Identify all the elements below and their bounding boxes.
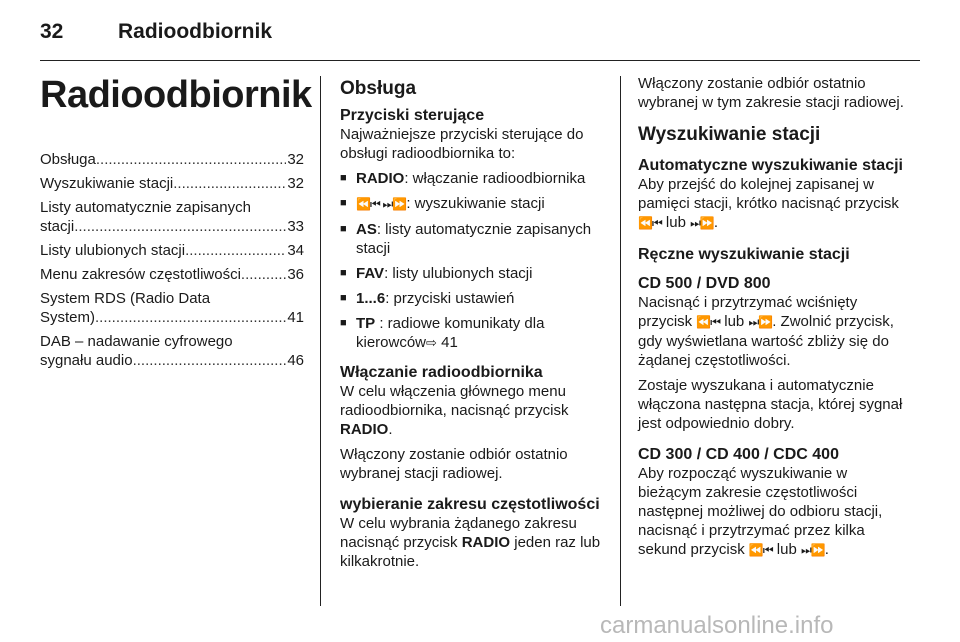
heading-reczne: Ręczne wyszukiwanie stacji xyxy=(638,246,850,263)
toc-item-obsluga[interactable]: Obsługa ..... 32 xyxy=(40,150,304,169)
seek-forward-icon: ⏭⏩ xyxy=(800,543,825,557)
header-rule xyxy=(40,60,920,61)
auto-paragraph: Aby przejść do kolejnej zapisanej w pamięci stacji, krótko nacisnąć przycisk ⏪⏮ lub ⏭⏩. xyxy=(638,176,899,231)
seek-forward-icon: ⏭⏩ xyxy=(748,315,773,329)
heading-obsluga: Obsługa xyxy=(340,78,417,99)
page-header xyxy=(40,20,272,44)
table-of-contents xyxy=(40,150,304,370)
wlaczony-paragraph: Włączony zostanie odbiór ostatnio wybranej stacji radiowej. xyxy=(340,446,568,482)
intro-paragraph: Najważniejsze przyciski sterujące do obsługi radioodbiornika to: xyxy=(340,126,584,162)
running-head: Radioodbiornik xyxy=(118,20,272,43)
heading-cd500: CD 500 / DVD 800 xyxy=(638,275,771,292)
list-item: ■ FAV: listy ulubionych stacji xyxy=(340,264,604,283)
column-toc xyxy=(40,74,312,375)
zostaje-paragraph: Zostaje wyszukana i automatycznie włączona następna stacja, której sygnał jest odpowiednio dobry. xyxy=(638,377,903,432)
toc-item-menu-zakresow[interactable]: Menu zakresów częstotliwości ..... 36 xyxy=(40,265,304,284)
page-ref[interactable]: 41 xyxy=(441,334,458,351)
toc-item-rds[interactable]: System RDS (Radio Data System) ..... 41 xyxy=(40,289,304,327)
heading-wlaczanie: Włączanie radioodbiornika xyxy=(340,364,543,381)
top-paragraph: Włączony zostanie odbiór ostatnio wybranej w tym zakresie stacji radiowej. xyxy=(638,75,904,111)
toc-item-listy-ulubione[interactable]: Listy ulubionych stacji ..... 34 xyxy=(40,241,304,260)
column-divider-2 xyxy=(620,76,621,606)
heading-przyciski: Przyciski sterujące xyxy=(340,107,485,124)
wlaczanie-paragraph: W celu włączenia głównego menu radioodbiornika, nacisnąć przycisk RADIO. xyxy=(340,383,569,438)
list-item: ■ 1...6: przyciski ustawień xyxy=(340,289,604,308)
cd500-paragraph: Nacisnąć i przytrzymać wciśnięty przycisk ⏪⏮ lub ⏭⏩. Zwolnić przycisk, gdy wyświetlana wartość zbliży się do żądanej częstotliwości. xyxy=(638,294,894,369)
list-item: ■ TP : radiowe komunikaty dla kierowców⇨ 41 xyxy=(340,314,604,353)
page-ref-arrow-icon: ⇨ xyxy=(426,336,437,351)
seek-back-icon: ⏪⏮ xyxy=(696,315,721,329)
list-item: ■ ⏪⏮ ⏭⏩: wyszukiwanie stacji xyxy=(340,194,604,214)
heading-cd300: CD 300 / CD 400 / CDC 400 xyxy=(638,446,839,463)
toc-item-dab[interactable]: DAB – nadawanie cyfrowego sygnału audio ..... 46 xyxy=(40,332,304,370)
chapter-title: Radioodbiornik xyxy=(40,74,312,116)
heading-wyszukiwanie: Wyszukiwanie stacji xyxy=(638,124,821,145)
page-number: 32 xyxy=(40,20,64,43)
watermark: carmanualsonline.info xyxy=(600,612,834,639)
zakres-paragraph: W celu wybrania żądanego zakresu nacisnąć przycisk RADIO jeden raz lub kilkakrotnie. xyxy=(340,515,601,570)
column-obsluga xyxy=(340,74,604,577)
toc-item-listy-automatyczne[interactable]: Listy automatycznie zapisanych stacji ..... 33 xyxy=(40,198,304,236)
seek-forward-icon: ⏭⏩ xyxy=(690,216,714,230)
heading-automatyczne: Automatyczne wyszukiwanie stacji xyxy=(638,157,903,174)
heading-zakres: wybieranie zakresu częstotliwości xyxy=(340,496,600,513)
seek-buttons-icon: ⏪⏮ ⏭⏩ xyxy=(356,197,407,211)
column-divider-1 xyxy=(320,76,321,606)
cd300-paragraph: Aby rozpocząć wyszukiwanie w bieżącym zakresie częstotliwości następnej możliwej do odbioru stacji, nacisnąć i przytrzymać przez kilka sekund przycisk ⏪⏮ lub ⏭⏩. xyxy=(638,465,883,558)
seek-back-icon: ⏪⏮ xyxy=(748,543,773,557)
list-item: ■ RADIO: włączanie radioodbiornika xyxy=(340,169,604,188)
column-wyszukiwanie xyxy=(638,74,904,566)
list-item: ■ AS: listy automatycznie zapisanych stacji xyxy=(340,220,604,258)
seek-back-icon: ⏪⏮ xyxy=(638,216,662,230)
controls-list xyxy=(340,169,604,353)
toc-item-wyszukiwanie[interactable]: Wyszukiwanie stacji ..... 32 xyxy=(40,174,304,193)
